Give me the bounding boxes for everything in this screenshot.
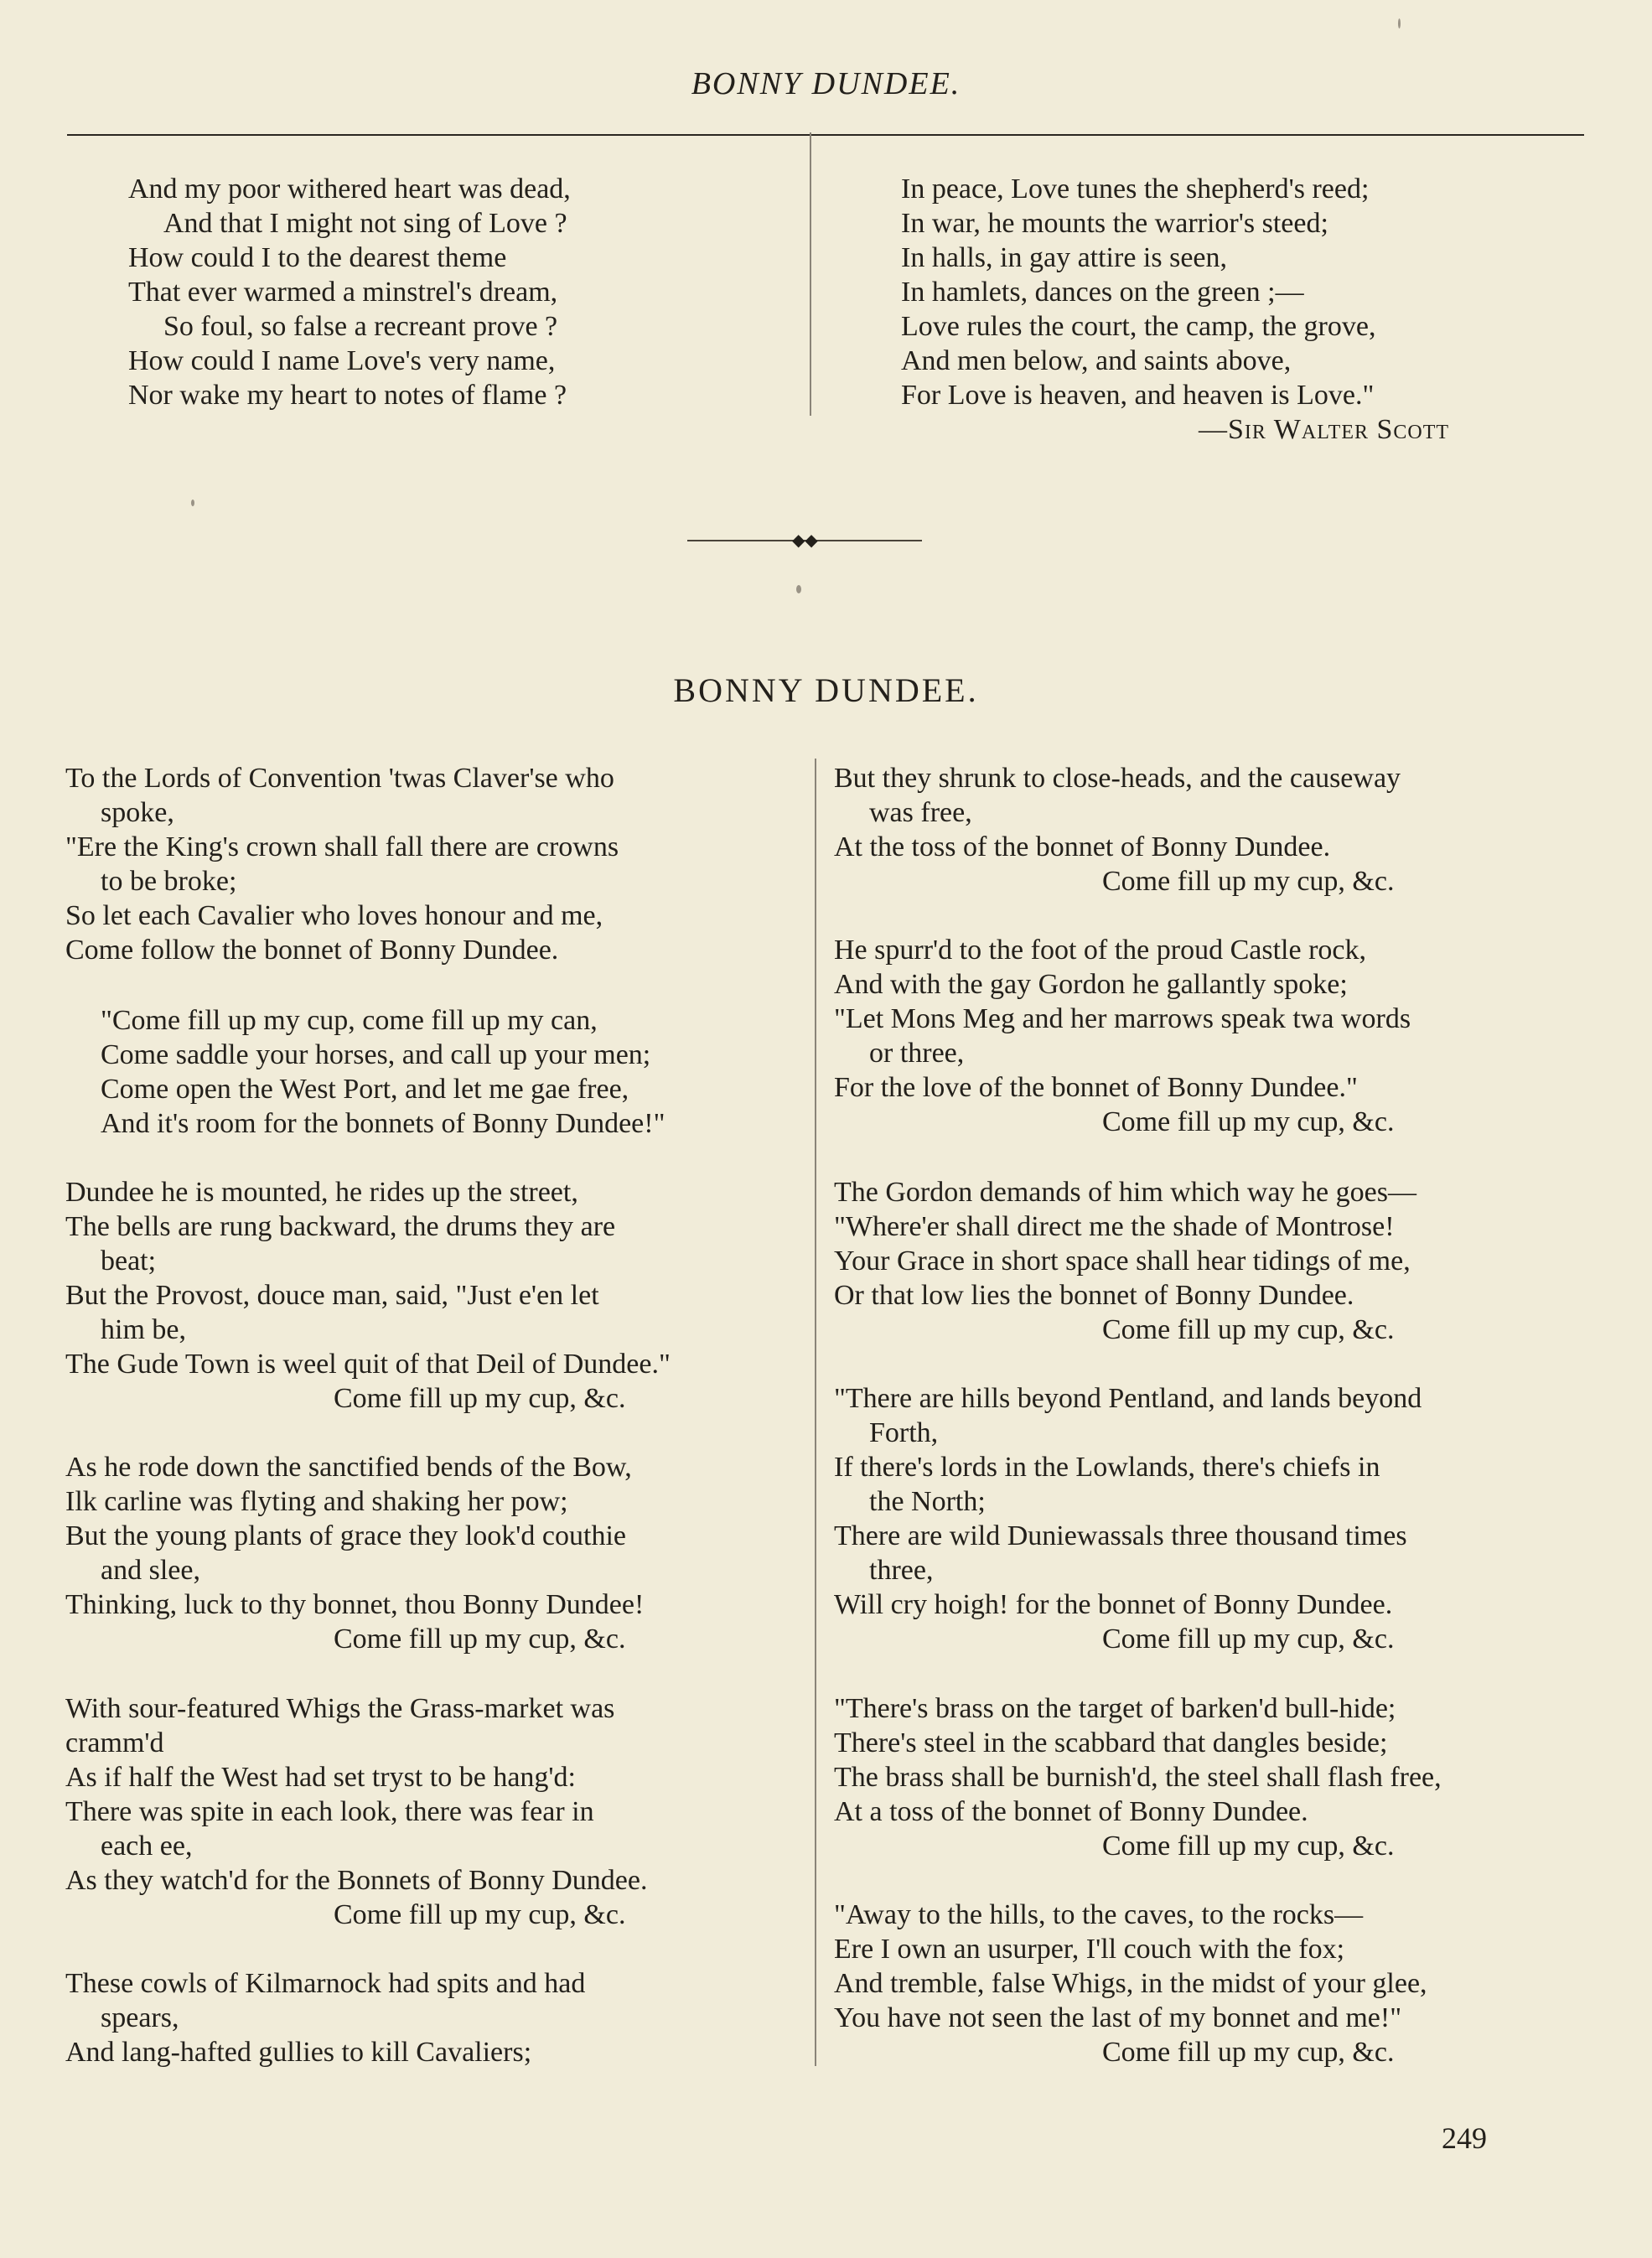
verse-line: three, [869, 1555, 934, 1586]
poem-right-stanza-5 [834, 1691, 1442, 1863]
verse-line: "Away to the hills, to the caves, to the rocks— [834, 1899, 1364, 1930]
verse-line: Come saddle your horses, and call up your men; [101, 1039, 651, 1070]
verse-line: Will cry hoigh! for the bonnet of Bonny Dundee. [834, 1589, 1393, 1620]
verse-line: If there's lords in the Lowlands, there's chiefs in [834, 1452, 1380, 1483]
poem-left-stanza-3 [65, 1175, 671, 1416]
verse-line: "There's brass on the target of barken'd bull-hide; [834, 1693, 1396, 1724]
poem-right-stanza-1 [834, 761, 1401, 899]
poem-left-stanza-5 [65, 1691, 648, 1932]
verse-line: But the Provost, douce man, said, "Just e'en let [65, 1280, 599, 1311]
poem-right-stanza-6 [834, 1898, 1427, 2069]
verse-line: At the toss of the bonnet of Bonny Dundee. [834, 831, 1331, 862]
verse-line: As they watch'd for the Bonnets of Bonny Dundee. [65, 1865, 648, 1896]
verse-line: For Love is heaven, and heaven is Love." [901, 380, 1375, 411]
page-number: 249 [1442, 2121, 1487, 2155]
verse-line: Ilk carline was flyting and shaking her pow; [65, 1486, 568, 1517]
verse-line: and slee, [101, 1555, 200, 1586]
prev-poem-left-stanza [128, 172, 571, 412]
running-head: BONNY DUNDEE. [691, 66, 961, 101]
column-rule [815, 759, 816, 2066]
verse-line: But they shrunk to close-heads, and the causeway [834, 763, 1401, 794]
poem-left-stanza-6 [65, 1966, 585, 2069]
poem-title: BONNY DUNDEE. [673, 671, 979, 709]
verse-line: There are wild Duniewassals three thousand times [834, 1520, 1407, 1551]
verse-line: For the love of the bonnet of Bonny Dundee." [834, 1072, 1358, 1103]
column-rule [810, 132, 811, 416]
verse-line: But the young plants of grace they look'd couthie [65, 1520, 626, 1551]
verse-line: was free, [869, 797, 972, 828]
verse-line: cramm'd [65, 1727, 164, 1758]
verse-line: In halls, in gay attire is seen, [901, 242, 1228, 273]
verse-line: him be, [101, 1314, 186, 1345]
ornament-mark: ◆◆ [792, 530, 818, 550]
verse-line: As he rode down the sanctified bends of the Bow, [65, 1452, 632, 1483]
poem-right-stanza-3 [834, 1175, 1416, 1347]
poem-left-stanza-4 [65, 1450, 644, 1656]
verse-line: spoke, [101, 797, 174, 828]
verse-line: Come follow the bonnet of Bonny Dundee. [65, 935, 559, 966]
verse-line: Dundee he is mounted, he rides up the street, [65, 1177, 578, 1208]
verse-line: "Come fill up my cup, come fill up my can, [101, 1005, 598, 1036]
verse-line: spears, [101, 2002, 179, 2033]
verse-line: There was spite in each look, there was fear in [65, 1796, 594, 1827]
verse-line: And my poor withered heart was dead, [128, 173, 571, 205]
header-rule [67, 134, 1584, 136]
verse-line: You have not seen the last of my bonnet and me!" [834, 2002, 1402, 2033]
refrain-line: Come fill up my cup, &c. [334, 1899, 626, 1930]
verse-line: Nor wake my heart to notes of flame ? [128, 380, 567, 411]
refrain-line: Come fill up my cup, &c. [1102, 1624, 1395, 1655]
prev-poem-right-stanza [901, 172, 1375, 412]
verse-line: So let each Cavalier who loves honour and me, [65, 900, 603, 931]
verse-line: He spurr'd to the foot of the proud Castle rock, [834, 935, 1366, 966]
verse-line: These cowls of Kilmarnock had spits and had [65, 1968, 586, 1999]
refrain-line: Come fill up my cup, &c. [1102, 1314, 1395, 1345]
verse-line: The bells are rung backward, the drums they are [65, 1211, 616, 1242]
verse-line: to be broke; [101, 866, 237, 897]
verse-line: or three, [869, 1038, 965, 1069]
verse-line: Ere I own an usurper, I'll couch with the fox; [834, 1934, 1345, 1965]
verse-line: In hamlets, dances on the green ;— [901, 277, 1304, 308]
refrain-line: Come fill up my cup, &c. [334, 1383, 626, 1414]
poem-left-stanza-2 [65, 1003, 665, 1141]
verse-line: Come open the West Port, and let me gae free, [101, 1074, 629, 1105]
verse-line: In peace, Love tunes the shepherd's reed; [901, 173, 1370, 205]
print-speck [1398, 18, 1401, 28]
poem-right-stanza-4 [834, 1381, 1422, 1656]
print-speck [191, 500, 194, 506]
refrain-line: Come fill up my cup, &c. [1102, 866, 1395, 897]
verse-line: The Gude Town is weel quit of that Deil of Dundee." [65, 1349, 671, 1380]
verse-line: Love rules the court, the camp, the grove, [901, 311, 1376, 342]
verse-line: And it's room for the bonnets of Bonny Dundee!" [101, 1108, 665, 1139]
verse-line: How could I name Love's very name, [128, 345, 556, 376]
verse-line: beat; [101, 1246, 157, 1277]
verse-line: Forth, [869, 1417, 939, 1448]
verse-line: There's steel in the scabbard that dangles beside; [834, 1727, 1388, 1758]
verse-line: And with the gay Gordon he gallantly spoke; [834, 969, 1348, 1000]
attribution: —Sir Walter Scott [1199, 414, 1450, 445]
verse-line: At a toss of the bonnet of Bonny Dundee. [834, 1796, 1308, 1827]
verse-line: And men below, and saints above, [901, 345, 1292, 376]
verse-line: "Where'er shall direct me the shade of Montrose! [834, 1211, 1395, 1242]
verse-line: That ever warmed a minstrel's dream, [128, 277, 558, 308]
verse-line: "Ere the King's crown shall fall there are crowns [65, 831, 619, 862]
verse-line: "There are hills beyond Pentland, and lands beyond [834, 1383, 1422, 1414]
verse-line: And that I might not sing of Love ? [163, 208, 567, 239]
verse-line: And tremble, false Whigs, in the midst of your glee, [834, 1968, 1427, 1999]
verse-line: The brass shall be burnish'd, the steel shall flash free, [834, 1762, 1442, 1793]
verse-line: With sour-featured Whigs the Grass-market was [65, 1693, 615, 1724]
poem-left-stanza-1 [65, 761, 619, 967]
refrain-line: Come fill up my cup, &c. [1102, 2037, 1395, 2068]
verse-line: And lang-hafted gullies to kill Cavaliers; [65, 2037, 532, 2068]
print-speck [796, 585, 801, 593]
verse-line: Your Grace in short space shall hear tidings of me, [834, 1246, 1411, 1277]
verse-line: So foul, so false a recreant prove ? [163, 311, 558, 342]
verse-line: Or that low lies the bonnet of Bonny Dundee. [834, 1280, 1354, 1311]
verse-line: To the Lords of Convention 'twas Claver'se who [65, 763, 614, 794]
verse-line: The Gordon demands of him which way he goes— [834, 1177, 1416, 1208]
verse-line: In war, he mounts the warrior's steed; [901, 208, 1328, 239]
verse-line: How could I to the dearest theme [128, 242, 507, 273]
verse-line: Thinking, luck to thy bonnet, thou Bonny Dundee! [65, 1589, 645, 1620]
refrain-line: Come fill up my cup, &c. [334, 1624, 626, 1655]
poem-right-stanza-2 [834, 933, 1411, 1139]
refrain-line: Come fill up my cup, &c. [1102, 1831, 1395, 1862]
verse-line: each ee, [101, 1831, 193, 1862]
verse-line: the North; [869, 1486, 986, 1517]
verse-line: "Let Mons Meg and her marrows speak twa words [834, 1003, 1411, 1034]
verse-line: As if half the West had set tryst to be hang'd: [65, 1762, 576, 1793]
refrain-line: Come fill up my cup, &c. [1102, 1106, 1395, 1137]
